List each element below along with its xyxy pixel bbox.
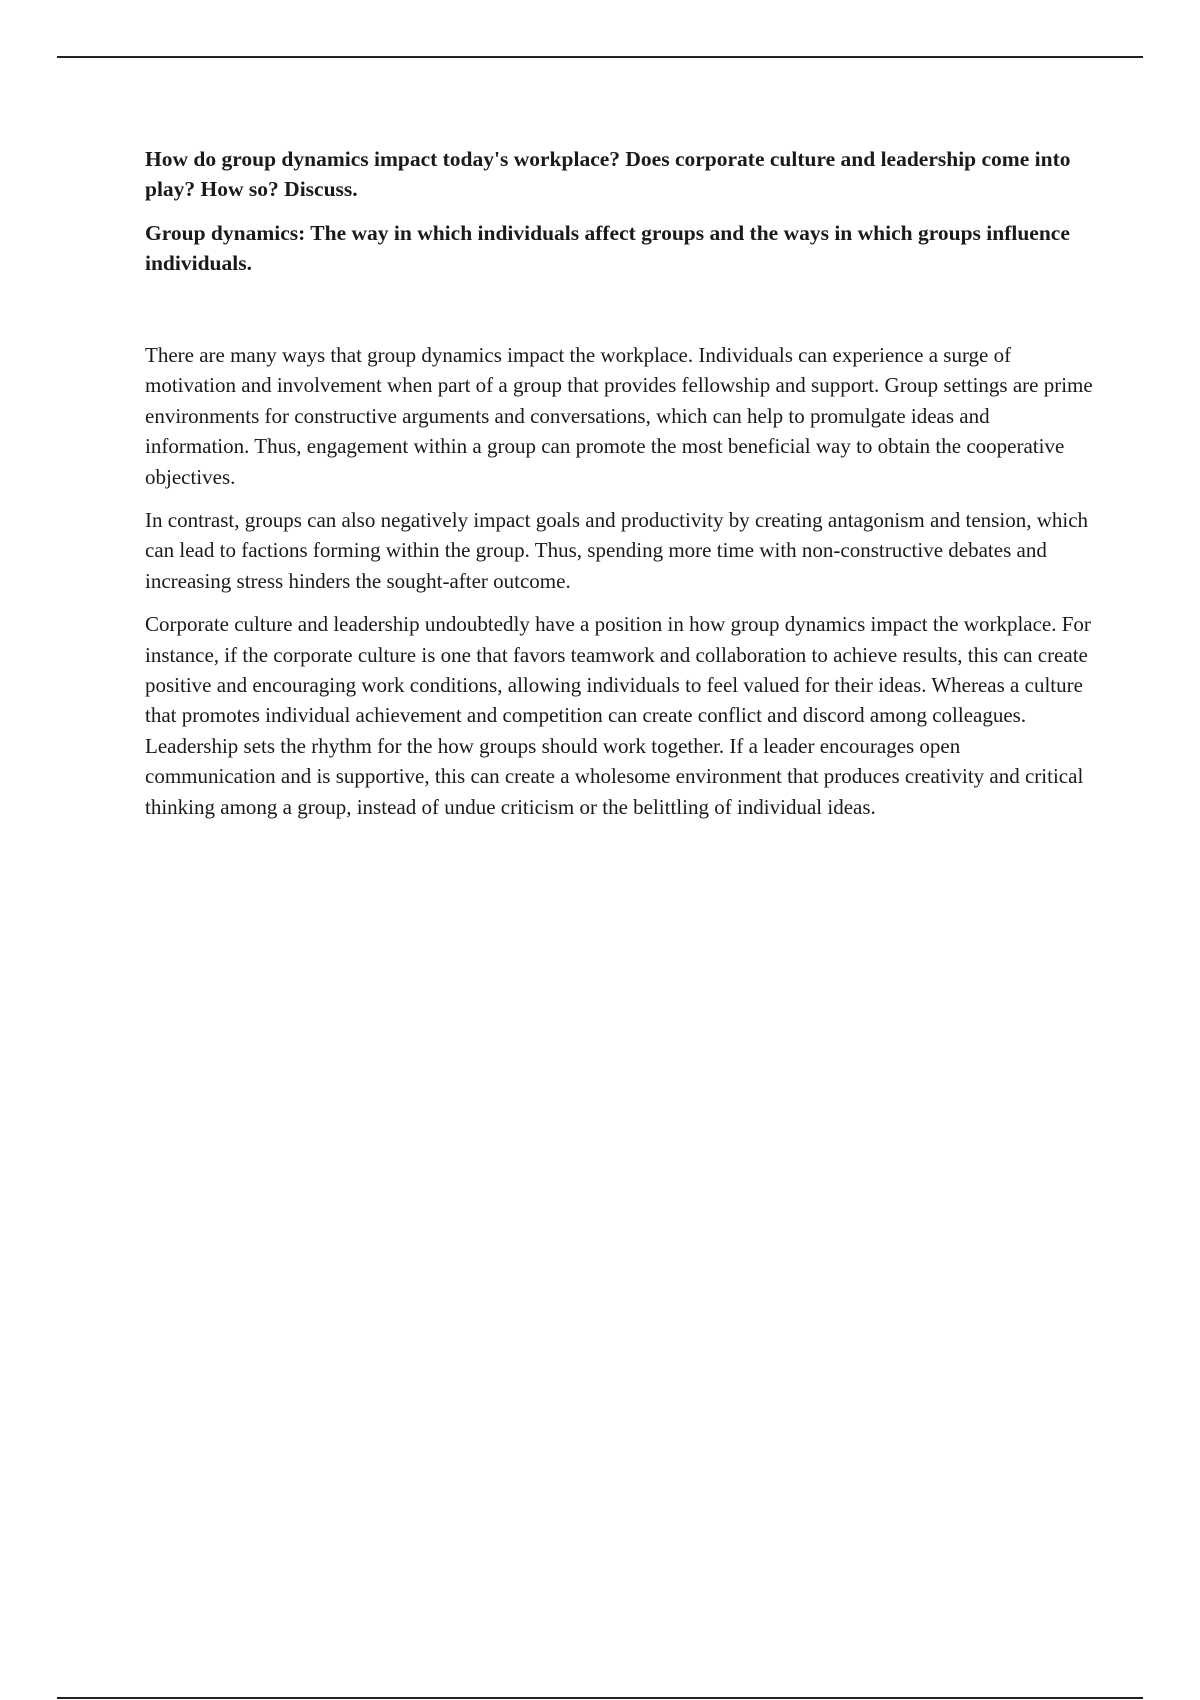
top-rule bbox=[57, 56, 1143, 58]
definition-heading: Group dynamics: The way in which individuals affect groups and the ways in which groups influence individuals. bbox=[145, 221, 1070, 275]
question-heading: How do group dynamics impact today's workplace? Does corporate culture and leadership come into play? How so? Discuss. bbox=[145, 147, 1071, 201]
answer-text bbox=[145, 340, 1095, 822]
bottom-rule bbox=[57, 1697, 1143, 1699]
document-body bbox=[145, 144, 1095, 835]
paragraph: There are many ways that group dynamics impact the workplace. Individuals can experience a surge of motivation and involvement when part of a group that provides fellowship and support. Group settings are prime environments for constructive arguments and conversations, which can help to promulgate ideas and information. Thus, engagement within a group can promote the most beneficial way to obtain the cooperative objectives. bbox=[145, 343, 1093, 489]
paragraph: Corporate culture and leadership undoubtedly have a position in how group dynamics impact the workplace. For instance, if the corporate culture is one that favors teamwork and collaboration to achieve results, this can create positive and encouraging work conditions, allowing individuals to feel valued for their ideas. Whereas a culture that promotes individual achievement and competition can create conflict and discord among colleagues. Leadership sets the rhythm for the how groups should work together. If a leader encourages open communication and is supportive, this can create a wholesome environment that produces creativity and critical thinking among a group, instead of undue criticism or the belittling of individual ideas. bbox=[145, 612, 1091, 819]
paragraph: In contrast, groups can also negatively impact goals and productivity by creating antagonism and tension, which can lead to factions forming within the group. Thus, spending more time with non-constructive debates and increasing stress hinders the sought-after outcome. bbox=[145, 508, 1089, 593]
